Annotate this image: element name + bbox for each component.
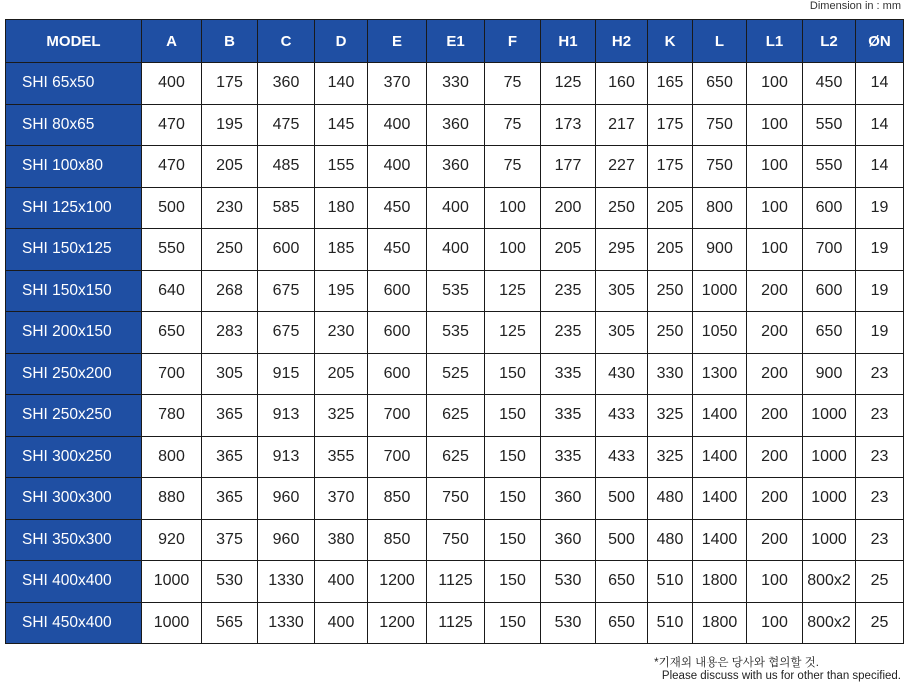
value-cell: 850	[368, 478, 427, 520]
value-cell: 1000	[693, 270, 747, 312]
value-cell: 450	[803, 63, 856, 105]
model-cell: SHI 150x150	[6, 270, 142, 312]
table-row	[6, 270, 904, 312]
model-cell: SHI 250x250	[6, 395, 142, 437]
value-cell: 360	[541, 519, 596, 561]
value-cell: 640	[142, 270, 202, 312]
value-cell: 650	[596, 602, 648, 644]
value-cell: 140	[315, 63, 368, 105]
value-cell: 268	[202, 270, 258, 312]
value-cell: 1200	[368, 561, 427, 603]
unit-note: Dimension in : mm	[809, 0, 901, 12]
value-cell: 165	[648, 63, 693, 105]
header-model: MODEL	[6, 20, 142, 63]
value-cell: 23	[856, 353, 904, 395]
header-row	[6, 20, 904, 63]
value-cell: 1400	[693, 395, 747, 437]
value-cell: 205	[648, 229, 693, 271]
value-cell: 100	[747, 146, 803, 188]
value-cell: 470	[142, 104, 202, 146]
value-cell: 1800	[693, 561, 747, 603]
value-cell: 850	[368, 519, 427, 561]
value-cell: 500	[596, 519, 648, 561]
value-cell: 205	[541, 229, 596, 271]
value-cell: 1400	[693, 478, 747, 520]
value-cell: 600	[803, 270, 856, 312]
value-cell: 205	[315, 353, 368, 395]
header-cell: H1	[541, 20, 596, 63]
value-cell: 450	[368, 229, 427, 271]
value-cell: 675	[258, 270, 315, 312]
header-cell: E1	[427, 20, 485, 63]
value-cell: 600	[258, 229, 315, 271]
value-cell: 400	[315, 602, 368, 644]
value-cell: 75	[485, 104, 541, 146]
value-cell: 400	[427, 229, 485, 271]
value-cell: 360	[258, 63, 315, 105]
value-cell: 150	[485, 602, 541, 644]
value-cell: 19	[856, 229, 904, 271]
value-cell: 700	[368, 395, 427, 437]
value-cell: 800	[142, 436, 202, 478]
value-cell: 335	[541, 395, 596, 437]
value-cell: 510	[648, 561, 693, 603]
value-cell: 14	[856, 63, 904, 105]
value-cell: 650	[596, 561, 648, 603]
model-cell: SHI 300x250	[6, 436, 142, 478]
value-cell: 1000	[142, 602, 202, 644]
value-cell: 750	[693, 146, 747, 188]
header-cell: F	[485, 20, 541, 63]
value-cell: 625	[427, 436, 485, 478]
value-cell: 880	[142, 478, 202, 520]
value-cell: 1400	[693, 519, 747, 561]
value-cell: 23	[856, 395, 904, 437]
value-cell: 485	[258, 146, 315, 188]
value-cell: 510	[648, 602, 693, 644]
value-cell: 400	[368, 146, 427, 188]
value-cell: 25	[856, 602, 904, 644]
value-cell: 360	[541, 478, 596, 520]
value-cell: 125	[485, 270, 541, 312]
value-cell: 250	[648, 312, 693, 354]
value-cell: 1000	[803, 478, 856, 520]
table-row	[6, 561, 904, 603]
header-cell: L2	[803, 20, 856, 63]
value-cell: 750	[693, 104, 747, 146]
model-cell: SHI 125x100	[6, 187, 142, 229]
value-cell: 125	[541, 63, 596, 105]
header-cell: K	[648, 20, 693, 63]
model-cell: SHI 250x200	[6, 353, 142, 395]
value-cell: 305	[596, 270, 648, 312]
value-cell: 480	[648, 519, 693, 561]
value-cell: 145	[315, 104, 368, 146]
value-cell: 780	[142, 395, 202, 437]
value-cell: 585	[258, 187, 315, 229]
value-cell: 330	[427, 63, 485, 105]
value-cell: 433	[596, 395, 648, 437]
value-cell: 650	[142, 312, 202, 354]
value-cell: 305	[202, 353, 258, 395]
value-cell: 500	[142, 187, 202, 229]
value-cell: 14	[856, 146, 904, 188]
header-cell: C	[258, 20, 315, 63]
value-cell: 400	[427, 187, 485, 229]
value-cell: 800x2	[803, 561, 856, 603]
value-cell: 675	[258, 312, 315, 354]
value-cell: 960	[258, 478, 315, 520]
value-cell: 150	[485, 561, 541, 603]
value-cell: 500	[596, 478, 648, 520]
header-cell: L1	[747, 20, 803, 63]
value-cell: 25	[856, 561, 904, 603]
value-cell: 295	[596, 229, 648, 271]
dimension-table	[5, 19, 904, 644]
model-cell: SHI 65x50	[6, 63, 142, 105]
value-cell: 400	[368, 104, 427, 146]
value-cell: 480	[648, 478, 693, 520]
value-cell: 365	[202, 395, 258, 437]
value-cell: 180	[315, 187, 368, 229]
value-cell: 1000	[803, 436, 856, 478]
footnote-korean: *기재외 내용은 당사와 협의할 것.	[654, 657, 819, 669]
value-cell: 913	[258, 395, 315, 437]
value-cell: 900	[803, 353, 856, 395]
model-cell: SHI 150x125	[6, 229, 142, 271]
value-cell: 200	[747, 519, 803, 561]
table-body	[6, 63, 904, 644]
value-cell: 150	[485, 395, 541, 437]
table-row	[6, 104, 904, 146]
value-cell: 550	[803, 104, 856, 146]
value-cell: 100	[747, 602, 803, 644]
table-row	[6, 395, 904, 437]
table-row	[6, 187, 904, 229]
value-cell: 173	[541, 104, 596, 146]
value-cell: 1000	[803, 519, 856, 561]
value-cell: 75	[485, 63, 541, 105]
value-cell: 375	[202, 519, 258, 561]
model-cell: SHI 100x80	[6, 146, 142, 188]
value-cell: 400	[315, 561, 368, 603]
value-cell: 475	[258, 104, 315, 146]
value-cell: 14	[856, 104, 904, 146]
value-cell: 205	[202, 146, 258, 188]
value-cell: 100	[485, 229, 541, 271]
table-row	[6, 602, 904, 644]
value-cell: 150	[485, 436, 541, 478]
value-cell: 800x2	[803, 602, 856, 644]
table-row	[6, 478, 904, 520]
header-cell: E	[368, 20, 427, 63]
value-cell: 1300	[693, 353, 747, 395]
value-cell: 470	[142, 146, 202, 188]
value-cell: 230	[202, 187, 258, 229]
model-cell: SHI 400x400	[6, 561, 142, 603]
value-cell: 355	[315, 436, 368, 478]
value-cell: 23	[856, 478, 904, 520]
value-cell: 305	[596, 312, 648, 354]
value-cell: 750	[427, 478, 485, 520]
value-cell: 365	[202, 436, 258, 478]
value-cell: 650	[693, 63, 747, 105]
value-cell: 200	[747, 395, 803, 437]
model-cell: SHI 350x300	[6, 519, 142, 561]
table-row	[6, 63, 904, 105]
model-cell: SHI 200x150	[6, 312, 142, 354]
value-cell: 920	[142, 519, 202, 561]
value-cell: 100	[747, 229, 803, 271]
value-cell: 360	[427, 104, 485, 146]
value-cell: 400	[142, 63, 202, 105]
header-cell: D	[315, 20, 368, 63]
value-cell: 433	[596, 436, 648, 478]
value-cell: 175	[202, 63, 258, 105]
value-cell: 250	[648, 270, 693, 312]
value-cell: 100	[747, 187, 803, 229]
value-cell: 200	[747, 270, 803, 312]
value-cell: 325	[315, 395, 368, 437]
value-cell: 19	[856, 187, 904, 229]
value-cell: 217	[596, 104, 648, 146]
model-cell: SHI 80x65	[6, 104, 142, 146]
value-cell: 1200	[368, 602, 427, 644]
value-cell: 195	[202, 104, 258, 146]
table-row	[6, 519, 904, 561]
value-cell: 913	[258, 436, 315, 478]
value-cell: 600	[368, 353, 427, 395]
value-cell: 200	[541, 187, 596, 229]
value-cell: 330	[648, 353, 693, 395]
value-cell: 960	[258, 519, 315, 561]
value-cell: 150	[485, 478, 541, 520]
table-row	[6, 146, 904, 188]
value-cell: 205	[648, 187, 693, 229]
value-cell: 235	[541, 312, 596, 354]
value-cell: 100	[747, 104, 803, 146]
value-cell: 1330	[258, 561, 315, 603]
value-cell: 335	[541, 436, 596, 478]
value-cell: 600	[803, 187, 856, 229]
value-cell: 100	[747, 63, 803, 105]
header-cell: B	[202, 20, 258, 63]
value-cell: 900	[693, 229, 747, 271]
value-cell: 600	[368, 270, 427, 312]
value-cell: 175	[648, 104, 693, 146]
value-cell: 915	[258, 353, 315, 395]
header-cell: A	[142, 20, 202, 63]
value-cell: 19	[856, 270, 904, 312]
value-cell: 175	[648, 146, 693, 188]
value-cell: 1000	[142, 561, 202, 603]
value-cell: 1800	[693, 602, 747, 644]
value-cell: 200	[747, 436, 803, 478]
value-cell: 550	[803, 146, 856, 188]
model-cell: SHI 450x400	[6, 602, 142, 644]
value-cell: 23	[856, 519, 904, 561]
value-cell: 535	[427, 312, 485, 354]
value-cell: 530	[202, 561, 258, 603]
value-cell: 283	[202, 312, 258, 354]
value-cell: 650	[803, 312, 856, 354]
value-cell: 1330	[258, 602, 315, 644]
value-cell: 75	[485, 146, 541, 188]
value-cell: 370	[315, 478, 368, 520]
value-cell: 19	[856, 312, 904, 354]
value-cell: 600	[368, 312, 427, 354]
value-cell: 100	[747, 561, 803, 603]
header-cell: H2	[596, 20, 648, 63]
value-cell: 530	[541, 602, 596, 644]
value-cell: 200	[747, 478, 803, 520]
value-cell: 185	[315, 229, 368, 271]
value-cell: 365	[202, 478, 258, 520]
table-row	[6, 312, 904, 354]
value-cell: 325	[648, 395, 693, 437]
value-cell: 125	[485, 312, 541, 354]
value-cell: 430	[596, 353, 648, 395]
value-cell: 535	[427, 270, 485, 312]
value-cell: 235	[541, 270, 596, 312]
header-cell: L	[693, 20, 747, 63]
value-cell: 525	[427, 353, 485, 395]
value-cell: 530	[541, 561, 596, 603]
value-cell: 155	[315, 146, 368, 188]
value-cell: 325	[648, 436, 693, 478]
model-cell: SHI 300x300	[6, 478, 142, 520]
value-cell: 250	[596, 187, 648, 229]
table-row	[6, 436, 904, 478]
value-cell: 1125	[427, 602, 485, 644]
footnote-english: Please discuss with us for other than specified.	[661, 670, 901, 682]
value-cell: 380	[315, 519, 368, 561]
value-cell: 700	[368, 436, 427, 478]
value-cell: 100	[485, 187, 541, 229]
value-cell: 195	[315, 270, 368, 312]
table-row	[6, 229, 904, 271]
value-cell: 335	[541, 353, 596, 395]
value-cell: 150	[485, 353, 541, 395]
value-cell: 200	[747, 312, 803, 354]
value-cell: 227	[596, 146, 648, 188]
value-cell: 800	[693, 187, 747, 229]
value-cell: 450	[368, 187, 427, 229]
value-cell: 160	[596, 63, 648, 105]
value-cell: 750	[427, 519, 485, 561]
value-cell: 150	[485, 519, 541, 561]
value-cell: 1050	[693, 312, 747, 354]
value-cell: 250	[202, 229, 258, 271]
value-cell: 550	[142, 229, 202, 271]
value-cell: 177	[541, 146, 596, 188]
value-cell: 23	[856, 436, 904, 478]
value-cell: 370	[368, 63, 427, 105]
value-cell: 230	[315, 312, 368, 354]
value-cell: 700	[142, 353, 202, 395]
value-cell: 360	[427, 146, 485, 188]
value-cell: 565	[202, 602, 258, 644]
header-cell: ØN	[856, 20, 904, 63]
value-cell: 1400	[693, 436, 747, 478]
value-cell: 200	[747, 353, 803, 395]
value-cell: 700	[803, 229, 856, 271]
value-cell: 625	[427, 395, 485, 437]
value-cell: 1000	[803, 395, 856, 437]
table-row	[6, 353, 904, 395]
value-cell: 1125	[427, 561, 485, 603]
